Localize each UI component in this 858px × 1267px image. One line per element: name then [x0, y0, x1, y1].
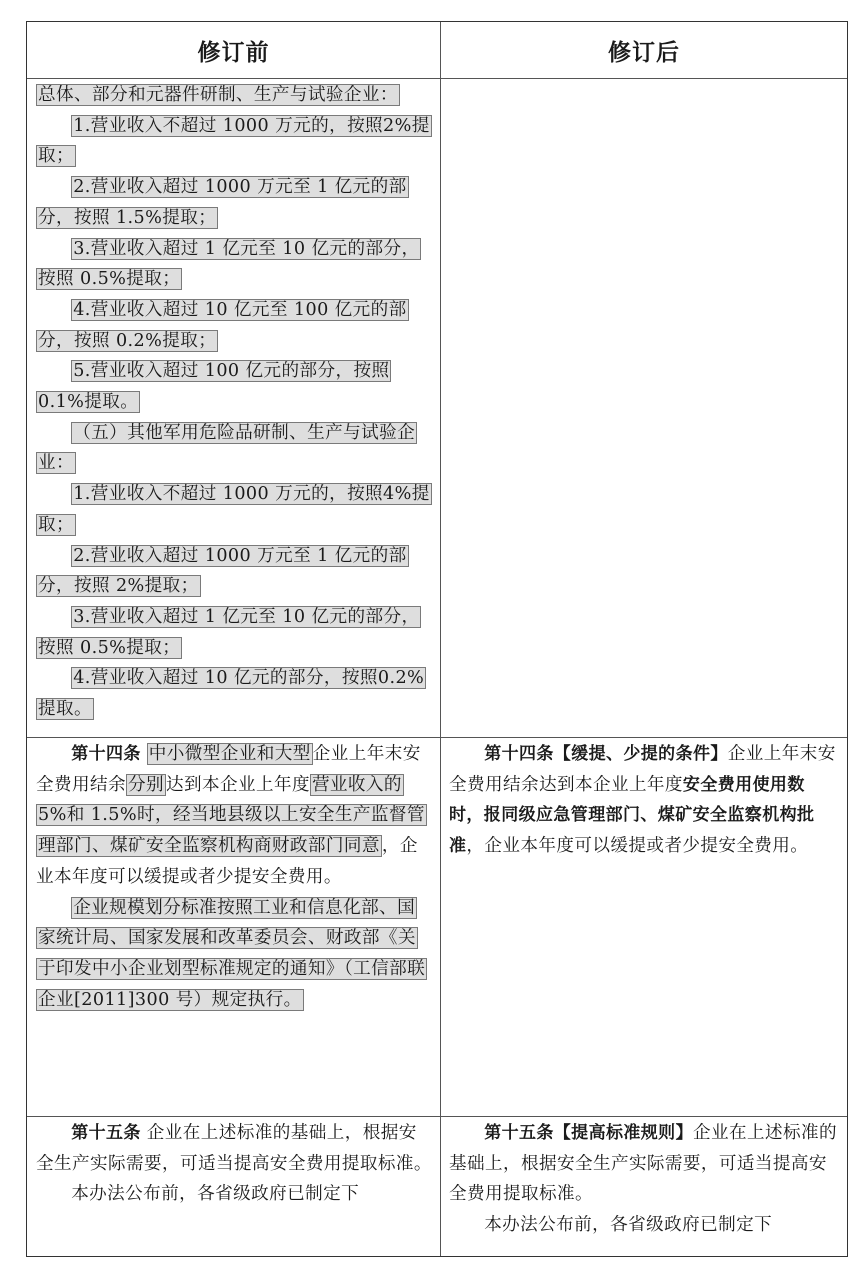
deleted-text: 1.营业收入不超过 1000 万元的，按照2%提取； — [38, 115, 430, 167]
clause-paragraph — [36, 602, 432, 663]
deleted-text: 2.营业收入超过 1000 万元至 1 亿元的部分，按照 2%提取； — [38, 545, 407, 597]
article14-before-paragraph: 第十四条 中小微型企业和大型 企业上年末安全费用结余 分别 达到本企业上年度 营业收入的 5%和 1.5%时，经当地县级以上安全生产监督管理部门、煤矿安全监察机构商财政部门同意 ，企业本年度可以缓提或者少提安全费用。 — [36, 744, 425, 887]
deleted-text: 4.营业收入超过 10 亿元的部分，按照0.2%提取。 — [38, 668, 425, 720]
header-after: 修订后 — [608, 39, 680, 66]
deleted-text: 5.营业收入超过 100 亿元的部分，按照 0.1%提取。 — [38, 361, 390, 413]
header-before: 修订前 — [197, 39, 270, 66]
column-divider — [440, 22, 441, 1256]
article-label: 第十四条【缓提、少提的条件】 — [484, 744, 728, 764]
deleted-text: （五）其他军用危险品研制、生产与试验企业： — [38, 422, 416, 474]
deleted-text: 中小微型企业和大型 — [148, 744, 311, 764]
deleted-text: 企业规模划分标准按照工业和信息化部、国家统计局、国家发展和改革委员会、财政部《关于印发中小企业划型标准规定的通知》（工信部联企业[2011]300 号）规定执行。 — [38, 897, 426, 1010]
row2-after-cell — [449, 739, 839, 862]
deleted-text: 分别 — [127, 774, 164, 795]
deleted-text: 2.营业收入超过 1000 万元至 1 亿元的部分，按照 1.5%提取； — [38, 177, 407, 228]
article15-after-paragraph: 第十五条【提高标准规则】企业在上述标准的基础上，根据安全生产实际需要，可适当提高安全费用提取标准。 — [449, 1123, 837, 1205]
deleted-text: 营业收入的 5%和 1.5%时，经当地县级以上安全生产监督管理部门、煤矿安全监察机构商财政部门同意 — [38, 774, 425, 857]
row1-before-cell — [36, 80, 432, 725]
article-label: 第十五条 — [71, 1123, 141, 1143]
article14-after-paragraph: 第十四条【缓提、少提的条件】企业上年末安全费用结余达到本企业上年度安全费用使用数时，报同级应急管理部门、煤矿安全监察机构批准，企业本年度可以缓提或者少提安全费用。 — [449, 744, 836, 857]
deleted-text: 4.营业收入超过 10 亿元至 100 亿元的部分，按照 0.2%提取； — [38, 299, 407, 351]
revision-comparison-table — [26, 21, 848, 1257]
clause-paragraph — [36, 418, 432, 479]
enterprise-scale-paragraph — [36, 893, 432, 1016]
clause-paragraph — [36, 172, 432, 233]
row2-before-cell — [36, 739, 432, 1015]
article-label: 第十四条 — [71, 744, 141, 764]
deleted-text: 3.营业收入超过 1 亿元至 10 亿元的部分，按照 0.5%提取； — [38, 238, 420, 290]
row3-before-cell — [36, 1118, 432, 1210]
article15-before-paragraph: 第十五条 企业在上述标准的基础上，根据安全生产实际需要，可适当提高安全费用提取标准。 — [36, 1123, 432, 1174]
header-divider — [27, 78, 847, 79]
deleted-text: 3.营业收入超过 1 亿元至 10 亿元的部分，按照 0.5%提取； — [38, 606, 420, 658]
added-text: 安全费用使用数时，报同级应急管理部门、煤矿安全监察机构批准 — [449, 774, 815, 857]
row3-after-cell — [449, 1118, 839, 1241]
row-divider-1 — [27, 737, 847, 738]
clause-paragraph — [36, 541, 432, 602]
clause-paragraph — [36, 234, 432, 295]
clause-paragraph — [36, 111, 432, 172]
article15-before-paragraph-2: 本办法公布前，各省级政府已制定下 — [71, 1184, 360, 1205]
clause-paragraph — [36, 80, 432, 111]
article15-after-paragraph-2: 本办法公布前，各省级政府已制定下 — [484, 1215, 773, 1236]
clause-paragraph — [36, 356, 432, 417]
row-divider-2 — [27, 1116, 847, 1117]
deleted-text: 总体、部分和元器件研制、生产与试验企业： — [38, 85, 398, 105]
clause-paragraph — [36, 479, 432, 540]
article-label: 第十五条【提高标准规则】 — [484, 1123, 693, 1143]
deleted-text: 1.营业收入不超过 1000 万元的，按照4%提取； — [38, 484, 430, 535]
clause-paragraph — [36, 295, 432, 356]
clause-paragraph — [36, 663, 432, 724]
